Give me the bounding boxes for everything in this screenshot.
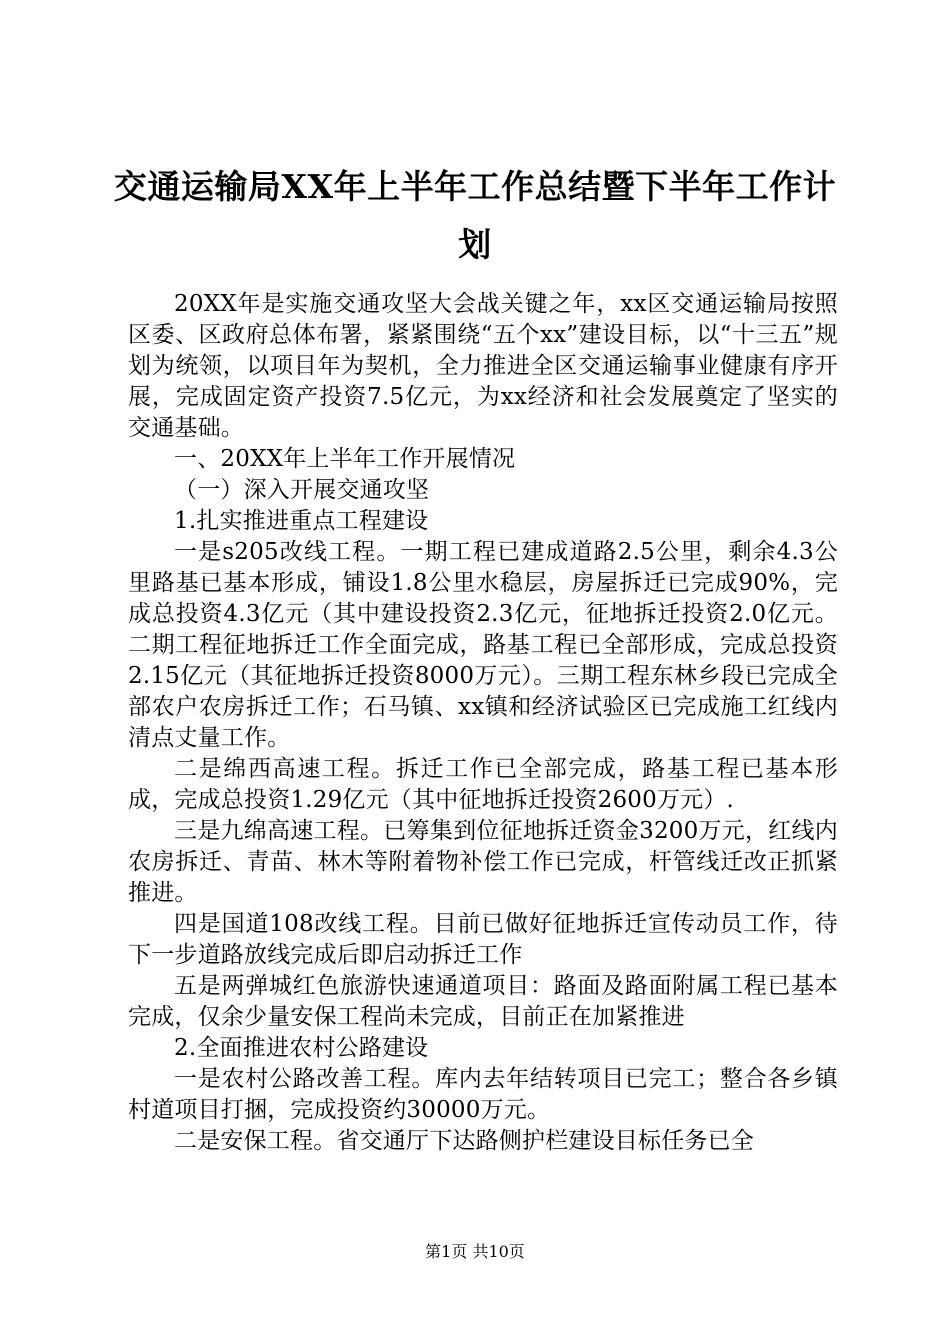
paragraph-s205: 一是s205改线工程。一期工程已建成道路2.5公里，剩余4.3公里路基已基本形成，铺设1.8公里水稳层，房屋拆迁已完成90%，完成总投资4.3亿元（其中建设投资2.3亿元，征地拆迁投资2.0亿元。二期工程征地拆迁工作全面完成，路基工程已全部形成，完成总投资2.15亿元（其征地拆迁投资8000万元）。三期工程东林乡段已完成全部农户农房拆迁工作；石马镇、xx镇和经济试验区已完成施工红线内清点丈量工作。 — [128, 539, 838, 751]
heading-item-1: 1.扎实推进重点工程建设 — [174, 508, 429, 534]
paragraph-intro: 20XX年是实施交通攻坚大会战关键之年，xx区交通运输局按照区委、区政府总体布署，紧紧围绕“五个xx”建设目标，以“十三五”规划为统领，以项目年为契机，全力推进全区交通运输事业健康有序开展，完成固定资产投资7.5亿元，为xx经济和社会发展奠定了坚实的交通基础。 — [128, 291, 838, 441]
paragraph-rural-road: 一是农村公路改善工程。库内去年结转项目已完工；整合各乡镇村道项目打捆，完成投资约30000万元。 — [128, 1066, 838, 1123]
paragraph-g108: 四是国道108改线工程。目前已做好征地拆迁宣传动员工作，待下一步道路放线完成后即启动拆迁工作 — [128, 911, 838, 968]
document-title: 交通运输局XX年上半年工作总结暨下半年工作计划 — [113, 167, 837, 264]
paragraph-mianxi-expressway: 二是绵西高速工程。拆迁工作已全部完成，路基工程已基本形成，完成总投资1.29亿元（其中征地拆迁投资2600万元）. — [128, 756, 838, 813]
heading-item-2: 2.全面推进农村公路建设 — [174, 1035, 429, 1061]
paragraph-jiumian-expressway: 三是九绵高速工程。已筹集到位征地拆迁资金3200万元，红线内农房拆迁、青苗、林木等附着物补偿工作已完成，杆管线迁改正抓紧推进。 — [128, 818, 838, 906]
document-body — [128, 289, 838, 1157]
heading-subsection-1: （一）深入开展交通攻坚 — [174, 477, 430, 503]
paragraph-safety-project: 二是安保工程。省交通厅下达路侧护栏建设目标任务已全 — [174, 1128, 754, 1154]
paragraph-red-tourism-road: 五是两弹城红色旅游快速通道项目：路面及路面附属工程已基本完成，仅余少量安保工程尚未完成，目前正在加紧推进 — [128, 973, 838, 1030]
heading-section-1: 一、20XX年上半年工作开展情况 — [174, 446, 516, 472]
page-number: 第1页 共10页 — [425, 1242, 525, 1261]
